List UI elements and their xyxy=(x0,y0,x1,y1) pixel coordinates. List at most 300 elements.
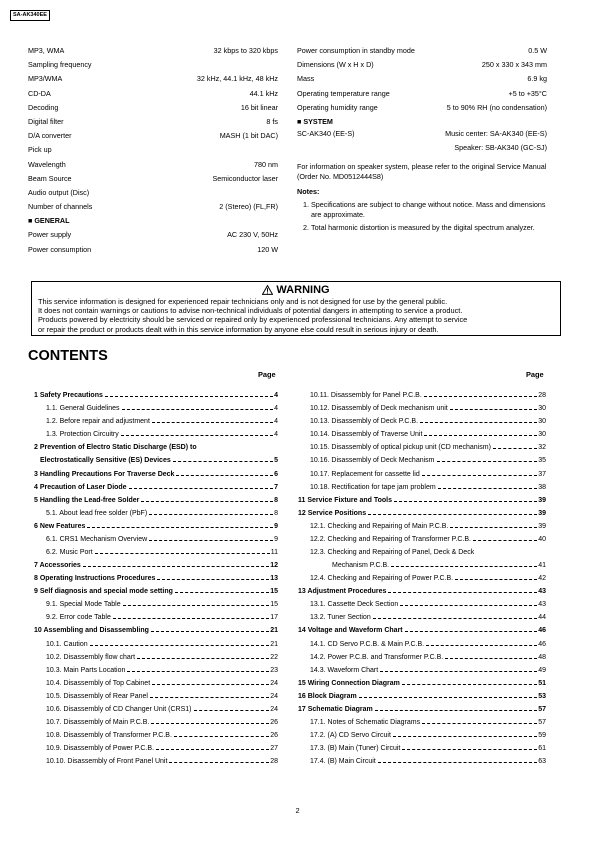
toc-leader xyxy=(402,684,537,685)
toc-entry-title: 13 Adjustment Procedures xyxy=(298,588,387,596)
toc-leader xyxy=(151,723,269,724)
system-value-speaker: Speaker: SB-AK340 (GC-SJ) xyxy=(454,142,547,152)
toc-leader xyxy=(424,396,537,397)
toc-entry[interactable] xyxy=(34,478,278,491)
toc-entry-title: 5 Handling the Lead-free Solder xyxy=(34,496,140,504)
toc-entry[interactable] xyxy=(34,399,278,412)
warning-title: WARNING xyxy=(276,284,330,296)
note-item xyxy=(297,200,547,219)
toc-leader xyxy=(422,475,537,476)
toc-leader xyxy=(174,736,269,737)
toc-entry-title: Electrostatically Sensitive (ES) Devices xyxy=(40,457,171,465)
toc-entry-title: 3 Handling Precautions For Traverse Deck xyxy=(34,470,175,478)
toc-entry-page: 21 xyxy=(270,640,278,648)
toc-leader xyxy=(405,631,538,632)
toc-entry[interactable] xyxy=(34,595,278,608)
spec-row xyxy=(28,230,278,239)
warning-line: or repair the product or products dealt with in this service information by anyone else could result in serious injury or death. xyxy=(38,324,439,334)
toc-leader xyxy=(493,448,537,449)
spec-label: CD-DA xyxy=(28,88,51,98)
toc-leader xyxy=(424,435,537,436)
spec-row xyxy=(28,46,278,55)
toc-leader xyxy=(450,527,537,528)
toc-entry-page: 8 xyxy=(274,496,278,504)
toc-leader xyxy=(373,618,537,619)
toc-entry-title: 7 Accessories xyxy=(34,562,81,570)
toc-entry-title: 1.1. General Guidelines xyxy=(46,405,120,413)
toc-entry[interactable] xyxy=(298,726,546,739)
toc-entry[interactable] xyxy=(298,648,546,661)
spec-value: Semiconductor laser xyxy=(212,173,278,183)
warning-line: This service information is designed for experienced repair technicians only and is not designed for use by the general public. xyxy=(38,297,448,306)
toc-entry[interactable] xyxy=(298,595,546,608)
spec-label: Power supply xyxy=(28,230,72,240)
spec-row xyxy=(28,160,278,169)
spec-row xyxy=(28,202,278,211)
toc-entry[interactable] xyxy=(34,504,278,517)
toc-leader xyxy=(83,566,269,567)
toc-leader xyxy=(422,723,537,724)
toc-entry[interactable] xyxy=(298,504,546,517)
toc-entry[interactable] xyxy=(298,425,546,438)
toc-leader xyxy=(368,514,537,515)
toc-entry[interactable] xyxy=(298,399,546,412)
toc-entry-page: 39 xyxy=(538,522,546,530)
toc-entry-title: 8 Operating Instructions Procedures xyxy=(34,575,156,583)
toc-leader xyxy=(141,501,273,502)
spec-label: Beam Source xyxy=(28,173,72,183)
toc-leader xyxy=(194,710,270,711)
note-text: Total harmonic distortion is measured by the digital spectrum analyzer. xyxy=(311,222,535,232)
toc-entry-title: 14.1. CD Servo P.C.B. & Main P.C.B. xyxy=(310,640,425,648)
toc-leader xyxy=(149,514,273,515)
spec-value: 0.5 W xyxy=(528,46,547,55)
spec-value: 44.1 kHz xyxy=(249,88,278,98)
toc-leader xyxy=(113,618,269,619)
toc-entry-page: 6 xyxy=(274,470,278,478)
toc-entry-title: 6.1. CRS1 Mechanism Overview xyxy=(46,535,148,543)
toc-leader xyxy=(450,409,537,410)
toc-entry-title: 12.4. Checking and Repairing of Power P.C.B. xyxy=(310,575,454,583)
toc-entry[interactable] xyxy=(34,648,278,661)
toc-entry-title: 10.7. Disassembly of Main P.C.B. xyxy=(46,719,150,727)
toc-entry-title: 5.1. About lead free solder (PbF) xyxy=(46,509,148,517)
toc-entry[interactable] xyxy=(34,661,278,674)
toc-entry-title: 10.10. Disassembly of Front Panel Unit xyxy=(46,758,168,766)
toc-entry-page: 46 xyxy=(538,640,546,648)
toc-leader xyxy=(121,435,273,436)
toc-entry-page: 59 xyxy=(538,732,546,740)
toc-entry[interactable] xyxy=(298,451,546,464)
spec-row xyxy=(28,245,278,254)
toc-entry-title: 14.3. Waveform Chart xyxy=(310,666,379,674)
toc-leader xyxy=(455,579,537,580)
toc-leader xyxy=(150,697,269,698)
spec-row xyxy=(297,103,547,112)
warning-triangle-icon xyxy=(262,285,273,295)
toc-entry-page: 40 xyxy=(538,535,546,543)
toc-entry[interactable] xyxy=(34,674,278,687)
toc-entry-title: 4 Precaution of Laser Diode xyxy=(34,483,127,491)
toc-entry-page: 30 xyxy=(538,418,546,426)
toc-entry-title: 10.15. Disassembly of optical pickup unit (CD mechanism) xyxy=(310,444,491,452)
toc-entry[interactable] xyxy=(298,621,546,634)
toc-entry-title: 10.5. Disassembly of Rear Panel xyxy=(46,692,148,700)
spec-row xyxy=(28,145,278,154)
toc-entry-title: 10.18. Rectification for tape jam problem xyxy=(310,483,436,491)
toc-entry[interactable] xyxy=(34,726,278,739)
toc-entry[interactable] xyxy=(34,634,278,647)
toc-entry-title: 10.8. Disassembly of Transformer P.C.B. xyxy=(46,732,172,740)
toc-entry-title: 17.3. (B) Main (Tuner) Circuit xyxy=(310,745,401,753)
toc-entry-title: 10 Assembling and Disassembling xyxy=(34,627,149,635)
toc-entry-page: 27 xyxy=(270,745,278,753)
toc-entry-page: 24 xyxy=(270,679,278,687)
toc-entry-page: 17 xyxy=(270,614,278,622)
toc-leader xyxy=(388,592,537,593)
toc-entry[interactable] xyxy=(34,543,278,556)
toc-entry[interactable] xyxy=(298,569,546,582)
spec-value: MASH (1 bit DAC) xyxy=(219,131,278,141)
toc-entry[interactable] xyxy=(34,687,278,700)
spec-row xyxy=(297,60,547,69)
spec-label: Wavelength xyxy=(28,159,66,169)
system-heading: ■ SYSTEM xyxy=(297,116,333,126)
toc-entry-page: 28 xyxy=(538,392,546,400)
toc-entry-title: 17.2. (A) CD Servo Circuit xyxy=(310,732,391,740)
toc-entry-page: 38 xyxy=(538,483,546,491)
spec-label: Pick up xyxy=(28,145,52,155)
toc-entry-page: 53 xyxy=(538,692,546,700)
contents-title: CONTENTS xyxy=(28,348,108,364)
toc-entry-title: 10.12. Disassembly of Deck mechanism unit xyxy=(310,405,448,413)
toc-entry[interactable] xyxy=(298,530,546,543)
toc-entry-page: 21 xyxy=(270,627,278,635)
note-number: 1. xyxy=(303,200,309,210)
system-values xyxy=(445,129,547,157)
toc-entry[interactable] xyxy=(298,491,546,504)
toc-entry[interactable] xyxy=(34,451,278,464)
spec-label: Sampling frequency xyxy=(28,60,92,70)
spec-row xyxy=(28,174,278,183)
toc-entry-title: 10.9. Disassembly of Power P.C.B. xyxy=(46,745,155,753)
toc-entry-page: 7 xyxy=(274,483,278,491)
toc-entry-page: 42 xyxy=(538,575,546,583)
toc-entry[interactable] xyxy=(298,661,546,674)
toc-entry-page: 5 xyxy=(274,457,278,465)
toc-leader xyxy=(175,592,269,593)
warning-line: It does not contain warnings or cautions to advise non-technical individuals of potential dangers in attempting to service a product. xyxy=(38,306,463,316)
toc-entry[interactable] xyxy=(298,687,546,700)
toc-entry[interactable] xyxy=(34,569,278,582)
toc-leader xyxy=(105,396,273,397)
spec-row xyxy=(297,74,547,83)
toc-leader xyxy=(445,658,537,659)
toc-entry[interactable] xyxy=(298,386,546,399)
spec-label: D/A converter xyxy=(28,131,72,141)
toc-entry-page: 13 xyxy=(270,575,278,583)
toc-entry-title: 12.2. Checking and Repairing of Transformer P.C.B. xyxy=(310,535,471,543)
toc-entry-title: 6 New Features xyxy=(34,522,86,530)
toc-entry-page: 43 xyxy=(538,588,546,596)
toc-leader xyxy=(90,645,270,646)
toc-leader xyxy=(137,658,269,659)
toc-entry-title: 6.2. Music Port xyxy=(46,549,93,557)
toc-entry[interactable] xyxy=(298,674,546,687)
toc-entry-title: 17.1. Notes of Schematic Diagrams xyxy=(310,719,421,727)
toc-leader xyxy=(420,422,537,423)
spec-value: 780 nm xyxy=(254,159,278,169)
toc-entry[interactable] xyxy=(298,478,546,491)
toc-entry-title: 1 Safety Precautions xyxy=(34,392,103,400)
toc-entry-title: 13.2. Tuner Section xyxy=(310,614,371,622)
toc-entry-title: 9 Self diagnosis and special mode setting xyxy=(34,588,173,596)
system-value-music-center: Music center: SA-AK340 (EE-S) xyxy=(445,128,547,138)
toc-entry-title: 10.6. Disassembly of CD Changer Unit (CRS1) xyxy=(46,705,192,713)
toc-entry-title: 12.1. Checking and Repairing of Main P.C.B. xyxy=(310,522,449,530)
toc-entry-page: 37 xyxy=(538,470,546,478)
model-tag: SA-AK340EE xyxy=(10,10,50,21)
toc-entry-page: 32 xyxy=(538,444,546,452)
general-heading: ■ GENERAL xyxy=(28,216,70,226)
spec-label: Decoding xyxy=(28,102,59,112)
toc-entry[interactable] xyxy=(34,621,278,634)
spec-row xyxy=(28,188,278,197)
toc-entry[interactable] xyxy=(298,556,546,569)
toc-entry[interactable] xyxy=(298,543,546,556)
toc-entry-page: 28 xyxy=(270,758,278,766)
toc-entry-page: 35 xyxy=(538,457,546,465)
note-number: 2. xyxy=(303,222,309,232)
spec-label: MP3/WMA xyxy=(28,74,63,84)
spec-value: 16 bit linear xyxy=(240,102,278,112)
toc-entry-page: 8 xyxy=(274,509,278,517)
toc-leader xyxy=(173,461,273,462)
toc-entry-page: 57 xyxy=(538,705,546,713)
toc-leader xyxy=(156,749,269,750)
toc-entry-page: 30 xyxy=(538,405,546,413)
toc-leader xyxy=(149,540,273,541)
spec-label: Number of channels xyxy=(28,202,93,212)
toc-entry-title: 11 Service Fixture and Tools xyxy=(298,496,393,504)
toc-leader xyxy=(391,566,537,567)
toc-leader xyxy=(152,684,269,685)
toc-entry-page: 26 xyxy=(270,732,278,740)
toc-entry[interactable] xyxy=(34,530,278,543)
toc-entry-page: 23 xyxy=(270,666,278,674)
toc-leader xyxy=(87,527,273,528)
toc-leader xyxy=(95,553,270,554)
toc-entry[interactable] xyxy=(34,464,278,477)
toc-entry-title: 10.11. Disassembly for Panel P.C.B. xyxy=(310,392,422,400)
spec-row xyxy=(28,103,278,112)
spec-value: 6.9 kg xyxy=(527,74,547,84)
toc-leader xyxy=(473,540,537,541)
toc-entry[interactable] xyxy=(298,517,546,530)
spec-label: Operating humidity range xyxy=(297,102,378,112)
toc-entry[interactable] xyxy=(34,713,278,726)
toc-entry-page: 63 xyxy=(538,758,546,766)
toc-entry[interactable] xyxy=(298,412,546,425)
toc-entry-page: 4 xyxy=(274,405,278,413)
toc-entry[interactable] xyxy=(298,464,546,477)
warning-title-row xyxy=(32,284,560,297)
toc-entry-title: 13.1. Cassette Deck Section xyxy=(310,601,399,609)
toc-leader xyxy=(122,409,274,410)
toc-left-column xyxy=(34,386,278,765)
toc-entry-title: 2 Prevention of Electro Static Discharge (ESD) to xyxy=(34,444,197,452)
specs-right-column xyxy=(297,46,547,236)
spec-label: Digital filter xyxy=(28,116,64,126)
toc-entry-page: 12 xyxy=(270,562,278,570)
toc-leader xyxy=(123,605,270,606)
toc-entry-title: 12.3. Checking and Repairing of Panel, Deck & Deck xyxy=(310,549,475,557)
toc-entry-page: 4 xyxy=(274,431,278,439)
toc-entry-page: 15 xyxy=(270,601,278,609)
toc-entry-title: 10.4. Disassembly of Top Cabinet xyxy=(46,679,151,687)
notes-heading: Notes: xyxy=(297,187,320,197)
system-label: SC-AK340 (EE-S) xyxy=(297,128,355,138)
toc-leader xyxy=(129,488,274,489)
toc-leader xyxy=(400,605,537,606)
toc-right-column xyxy=(298,386,546,765)
toc-entry-page: 24 xyxy=(270,692,278,700)
toc-entry-title: 17 Schematic Diagram xyxy=(298,705,373,713)
spec-label: Mass xyxy=(297,74,315,84)
toc-entry-page: 41 xyxy=(538,562,546,570)
toc-leader xyxy=(375,710,538,711)
spec-row-standby xyxy=(297,46,547,55)
toc-entry-page: 57 xyxy=(538,719,546,727)
toc-entry[interactable] xyxy=(298,634,546,647)
page-column-label-right: Page xyxy=(526,370,544,379)
toc-entry-title: 14.2. Power P.C.B. and Transformer P.C.B. xyxy=(310,653,444,661)
toc-entry[interactable] xyxy=(298,713,546,726)
toc-entry-page: 15 xyxy=(270,588,278,596)
page-column-label-left: Page xyxy=(258,370,276,379)
toc-entry[interactable] xyxy=(298,739,546,752)
page-number: 2 xyxy=(295,806,300,815)
toc-entry-page: 30 xyxy=(538,431,546,439)
toc-entry-title: 17.4. (B) Main Circuit xyxy=(310,758,376,766)
toc-entry[interactable] xyxy=(34,752,278,765)
spec-label: Power consumption xyxy=(28,244,92,254)
toc-entry[interactable] xyxy=(298,700,546,713)
toc-leader xyxy=(169,762,269,763)
toc-entry-page: 24 xyxy=(270,705,278,713)
spec-value: AC 230 V, 50Hz xyxy=(227,230,278,240)
toc-entry-title: 16 Block Diagram xyxy=(298,692,357,700)
spec-label: Operating temperature range xyxy=(297,88,390,98)
toc-entry-title: 9.1. Special Mode Table xyxy=(46,601,121,609)
toc-leader xyxy=(426,645,537,646)
toc-entry[interactable] xyxy=(34,517,278,530)
toc-entry-page: 4 xyxy=(274,418,278,426)
toc-entry-page: 43 xyxy=(538,601,546,609)
toc-entry-page: 22 xyxy=(270,653,278,661)
spec-value: 250 x 330 x 343 mm xyxy=(481,60,547,70)
toc-entry-title: Mechanism P.C.B. xyxy=(332,562,390,570)
note-item xyxy=(297,223,547,232)
spec-value: 5 to 90% RH (no condensation) xyxy=(446,102,547,112)
toc-leader xyxy=(394,501,537,502)
toc-leader xyxy=(378,762,537,763)
toc-entry-title: 10.2. Disassembly flow chart xyxy=(46,653,136,661)
toc-entry[interactable] xyxy=(34,556,278,569)
toc-entry[interactable] xyxy=(34,425,278,438)
toc-entry[interactable] xyxy=(34,608,278,621)
spec-row xyxy=(28,74,278,83)
toc-entry-title: 10.14. Disassembly of Traverse Unit xyxy=(310,431,423,439)
toc-leader xyxy=(437,461,538,462)
toc-entry-title: 14 Voltage and Waveform Chart xyxy=(298,627,403,635)
toc-leader xyxy=(393,736,537,737)
specs-left-column xyxy=(28,46,278,259)
toc-entry[interactable] xyxy=(34,491,278,504)
toc-entry[interactable] xyxy=(34,582,278,595)
spec-label: Dimensions (W x H x D) xyxy=(297,60,374,70)
note-text: Specifications are subject to change without notice. Mass and dimensions are approximate. xyxy=(311,200,546,219)
spec-row xyxy=(28,117,278,126)
toc-entry-page: 49 xyxy=(538,666,546,674)
spec-row xyxy=(28,89,278,98)
toc-entry-title: 10.13. Disassembly of Deck P.C.B. xyxy=(310,418,419,426)
warning-text xyxy=(32,297,560,334)
toc-leader xyxy=(152,422,273,423)
speaker-info-text: For information on speaker system, please refer to the original Service Manual (Order No. MD0512444S8) xyxy=(297,161,547,181)
spec-row xyxy=(297,89,547,98)
toc-leader xyxy=(438,488,538,489)
toc-entry[interactable] xyxy=(298,608,546,621)
toc-entry[interactable] xyxy=(34,386,278,399)
toc-leader xyxy=(127,671,269,672)
toc-entry[interactable] xyxy=(34,412,278,425)
toc-leader xyxy=(157,579,269,580)
spec-label: MP3, WMA xyxy=(28,46,65,55)
spec-value: 32 kHz, 44.1 kHz, 48 kHz xyxy=(196,74,278,84)
spec-value: 2 (Stereo) (FL,FR) xyxy=(219,202,278,212)
warning-box xyxy=(31,281,561,336)
spec-value: +5 to +35°C xyxy=(508,88,547,98)
toc-entry[interactable] xyxy=(34,700,278,713)
toc-entry[interactable] xyxy=(34,438,278,451)
toc-entry-title: 10.16. Disassembly of Deck Mechanism xyxy=(310,457,435,465)
spec-row xyxy=(28,60,278,69)
toc-leader xyxy=(380,671,537,672)
toc-entry[interactable] xyxy=(298,438,546,451)
toc-entry-title: 15 Wiring Connection Diagram xyxy=(298,679,400,687)
toc-leader xyxy=(402,749,537,750)
toc-entry[interactable] xyxy=(298,582,546,595)
toc-entry[interactable] xyxy=(298,752,546,765)
toc-entry-title: 10.3. Main Parts Location xyxy=(46,666,126,674)
toc-leader xyxy=(359,697,537,698)
toc-leader xyxy=(176,475,273,476)
spec-value: 8 fs xyxy=(266,116,278,126)
toc-entry-title: 10.17. Replacement for cassette lid xyxy=(310,470,420,478)
spec-label: Audio output (Disc) xyxy=(28,187,90,197)
spec-value: 120 W xyxy=(257,244,278,254)
system-row xyxy=(297,129,547,162)
spec-row xyxy=(28,131,278,140)
warning-line: Products powered by electricity should be serviced or repaired only by experienced professional technicians. Any attempt to service xyxy=(38,315,468,325)
toc-entry-page: 51 xyxy=(538,679,546,687)
toc-entry-page: 4 xyxy=(274,392,278,400)
toc-entry[interactable] xyxy=(34,739,278,752)
toc-entry-page: 9 xyxy=(274,522,278,530)
toc-entry-page: 26 xyxy=(270,719,278,727)
spec-label: Power consumption in standby mode xyxy=(297,46,415,55)
